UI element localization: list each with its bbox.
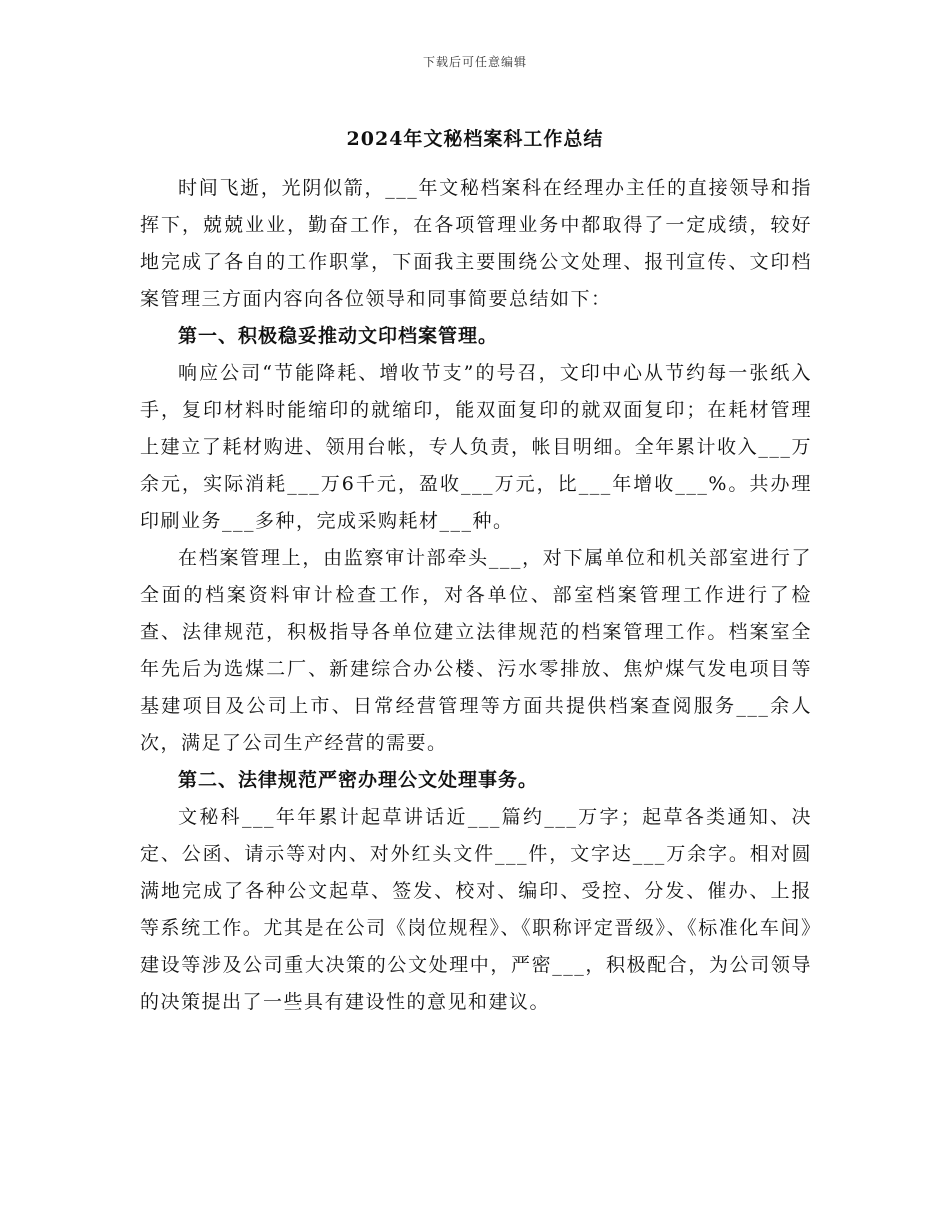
section-1-paragraph-1: 响应公司“节能降耗、增收节支”的号召，文印中心从节约每一张纸入手，复印材料时能缩印的就缩印，能双面复印的就双面复印；在耗材管理上建立了耗材购进、领用台帐，专人负责，帐目明细。全年累计收入___万余元，实际消耗___万6千元，盈收___万元，比___年增收___%。共办理印刷业务___多种，完成采购耗材___种。 xyxy=(140,362,812,532)
section-2-heading: 第二、法律规范严密办理公文处理事务。 xyxy=(178,769,539,791)
section-2-paragraph-1: 文秘科___年年累计起草讲话近___篇约___万字；起草各类通知、决定、公函、请示等对内、对外红头文件___件，文字达___万余字。相对圆满地完成了各种公文起草、签发、校对、编印、受控、分发、催办、上报等系统工作。尤其是在公司《岗位规程》、《职称评定晋级》、《标准化车间》建设等涉及公司重大决策的公文处理中，严密___，积极配合，为公司领导的决策提出了一些具有建设性的意见和建议。 xyxy=(140,806,812,1013)
section-1-paragraph-2: 在档案管理上，由监察审计部牵头___，对下属单位和机关部室进行了全面的档案资料审计检查工作，对各单位、部室档案管理工作进行了检查、法律规范，积极指导各单位建立法律规范的档案管理工作。档案室全年先后为选煤二厂、新建综合办公楼、污水零排放、焦炉煤气发电项目等基建项目及公司上市、日常经营管理等方面共提供档案查阅服务___余人次，满足了公司生产经营的需要。 xyxy=(140,547,812,754)
intro-paragraph: 时间飞逝，光阴似箭，___年文秘档案科在经理办主任的直接领导和指挥下，兢兢业业，勤奋工作，在各项管理业务中都取得了一定成绩，较好地完成了各自的工作职掌，下面我主要围绕公文处理、报刊宣传、文印档案管理三方面内容向各位领导和同事简要总结如下： xyxy=(140,177,812,310)
document-body xyxy=(140,170,812,1021)
document-title: 2024年文秘档案科工作总结 xyxy=(346,128,604,150)
section-1-heading: 第一、积极稳妥推动文印档案管理。 xyxy=(178,325,499,347)
page-header-note: 下载后可任意编辑 xyxy=(422,55,527,69)
